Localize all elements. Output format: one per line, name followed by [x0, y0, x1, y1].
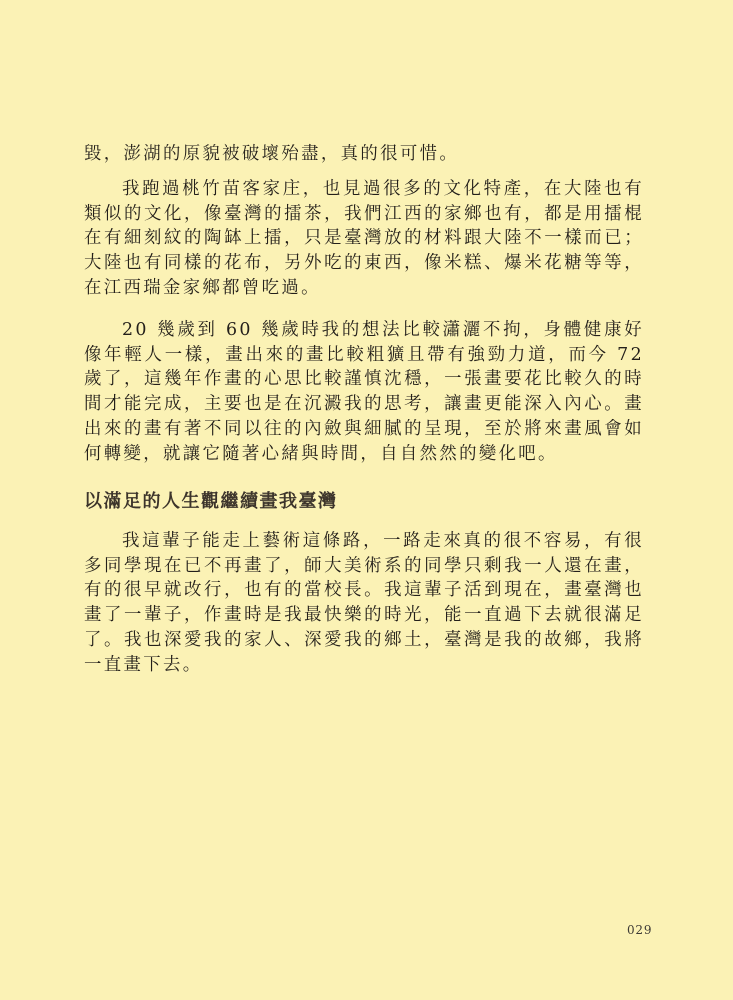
paragraph-painting-style: 20 幾歲到 60 幾歲時我的想法比較瀟灑不拘，身體健康好像年輕人一樣，畫出來的畫比較粗獷且帶有強勁力道，而今 72 歲了，這幾年作畫的心思比較謹慎沈穩，一張畫要花比較久的時間才能完成，主要也是在沉澱我的思考，讓畫更能深入內心。畫出來的畫有著不同以往的內斂與細膩的呈現，至於將來畫風會如何轉變，就讓它隨著心緒與時間，自自然然的變化吧。: [84, 320, 644, 464]
section-heading: 以滿足的人生觀繼續畫我臺灣: [84, 491, 338, 512]
page-number: 029: [627, 923, 653, 937]
paragraph-continuation: 毀，澎湖的原貌被破壞殆盡，真的很可惜。: [84, 144, 460, 164]
paragraph-closing: 我這輩子能走上藝術這條路，一路走來真的很不容易，有很多同學現在已不再畫了，師大美術系的同學只剩我一人還在畫，有的很早就改行，也有的當校長。我這輩子活到現在，畫臺灣也畫了一輩子，作畫時是我最快樂的時光，能一直過下去就很滿足了。我也深愛我的家人、深愛我的鄉土，臺灣是我的故鄉，我將一直畫下去。: [84, 531, 644, 675]
paragraph-hakka-culture: 我跑過桃竹苗客家庄，也見過很多的文化特產，在大陸也有類似的文化，像臺灣的擂茶，我們江西的家鄉也有，都是用擂棍在有細刻紋的陶缽上擂，只是臺灣放的材料跟大陸不一樣而已；大陸也有同樣的花布，另外吃的東西，像米糕、爆米花糖等等，在江西瑞金家鄉都曾吃過。: [84, 179, 644, 298]
